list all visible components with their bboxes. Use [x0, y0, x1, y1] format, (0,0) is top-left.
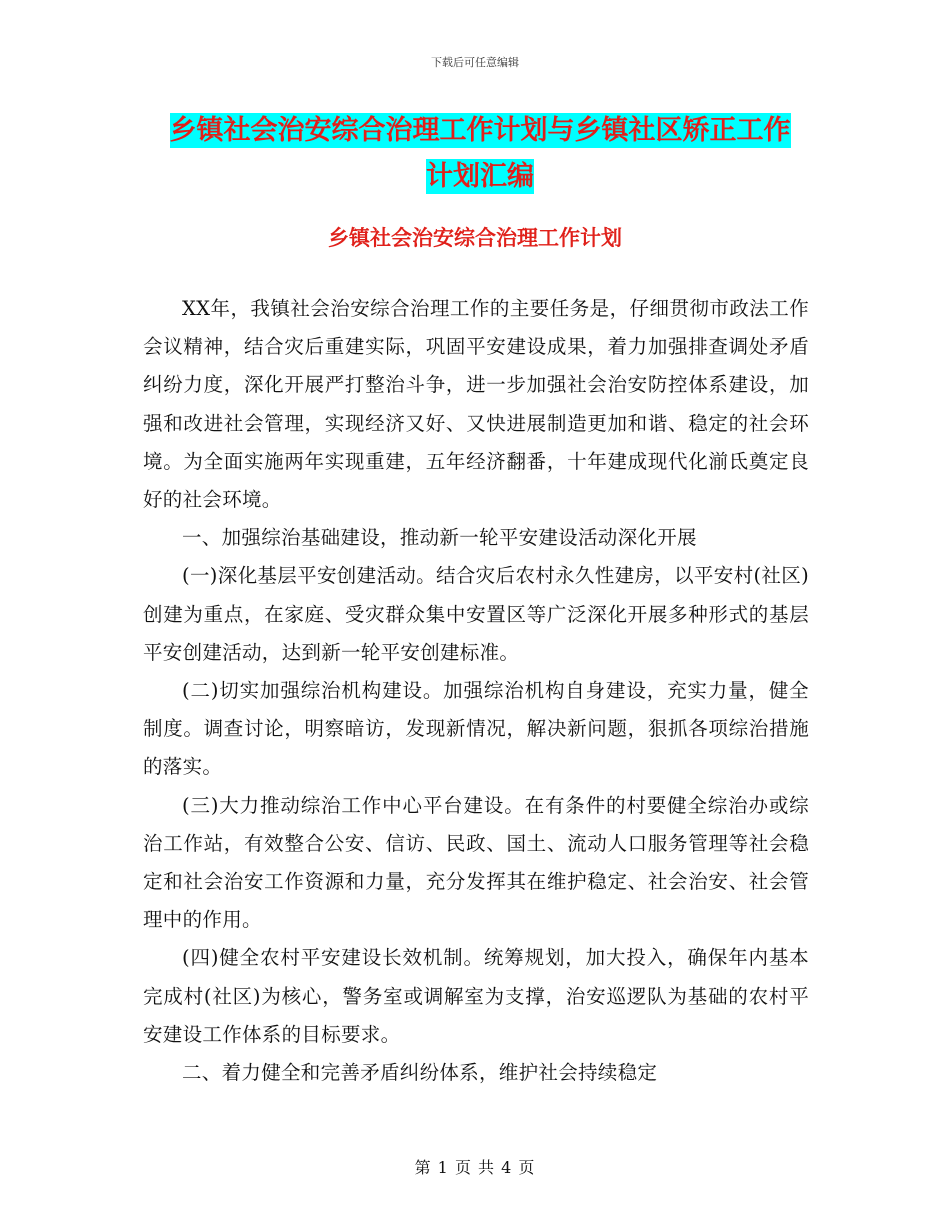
heading-section-1: 一、加强综治基础建设，推动新一轮平安建设活动深化开展 [182, 526, 697, 550]
section-title: 乡镇社会治安综合治理工作计划 [328, 226, 622, 250]
heading-section-2: 二、着力健全和完善矛盾纠纷体系，维护社会持续稳定 [182, 1061, 658, 1085]
paragraph-item-2: (二)切实加强综治机构建设。加强综治机构自身建设，充实力量，健全制度。调查讨论，明察暗访，发现新情况，解决新问题，狠抓各项综治措施的落实。 [143, 679, 809, 779]
paragraph-item-4: (四)健全农村平安建设长效机制。统筹规划，加大投入，确保年内基本完成村(社区)为核心，警务室或调解室为支撑，治安巡逻队为基础的农村平安建设工作体系的目标要求。 [143, 946, 809, 1046]
header-note: 下载后可任意编辑 [431, 56, 519, 69]
document-title [140, 108, 820, 200]
document-title-line-2: 计划汇编 [426, 161, 534, 192]
paragraph-item-3: (三)大力推动综治工作中心平台建设。在有条件的村要健全综治办或综治工作站，有效整合公安、信访、民政、国土、流动人口服务管理等社会稳定和社会治安工作资源和力量，充分发挥其在维护稳定、社会治安、社会管理中的作用。 [143, 793, 809, 932]
document-body [143, 290, 809, 1092]
page-number: 第 1 页 共 4 页 [414, 1158, 536, 1177]
paragraph-item-1: (一)深化基层平安创建活动。结合灾后农村永久性建房，以平安村(社区)创建为重点，在家庭、受灾群众集中安置区等广泛深化开展多种形式的基层平安创建活动，达到新一轮平安创建标准。 [143, 564, 809, 664]
document-title-line-1: 乡镇社会治安综合治理工作计划与乡镇社区矫正工作 [169, 115, 791, 146]
paragraph-intro: XX年，我镇社会治安综合治理工作的主要任务是，仔细贯彻市政法工作会议精神，结合灾后重建实际，巩固平安建设成果，着力加强排查调处矛盾纠纷力度，深化开展严打整治斗争，进一步加强社会治安防控体系建设，加强和改进社会管理，实现经济又好、又快进展制造更加和谐、稳定的社会环境。为全面实施两年实现重建，五年经济翻番，十年建成现代化湔氐奠定良好的社会环境。 [143, 297, 809, 512]
